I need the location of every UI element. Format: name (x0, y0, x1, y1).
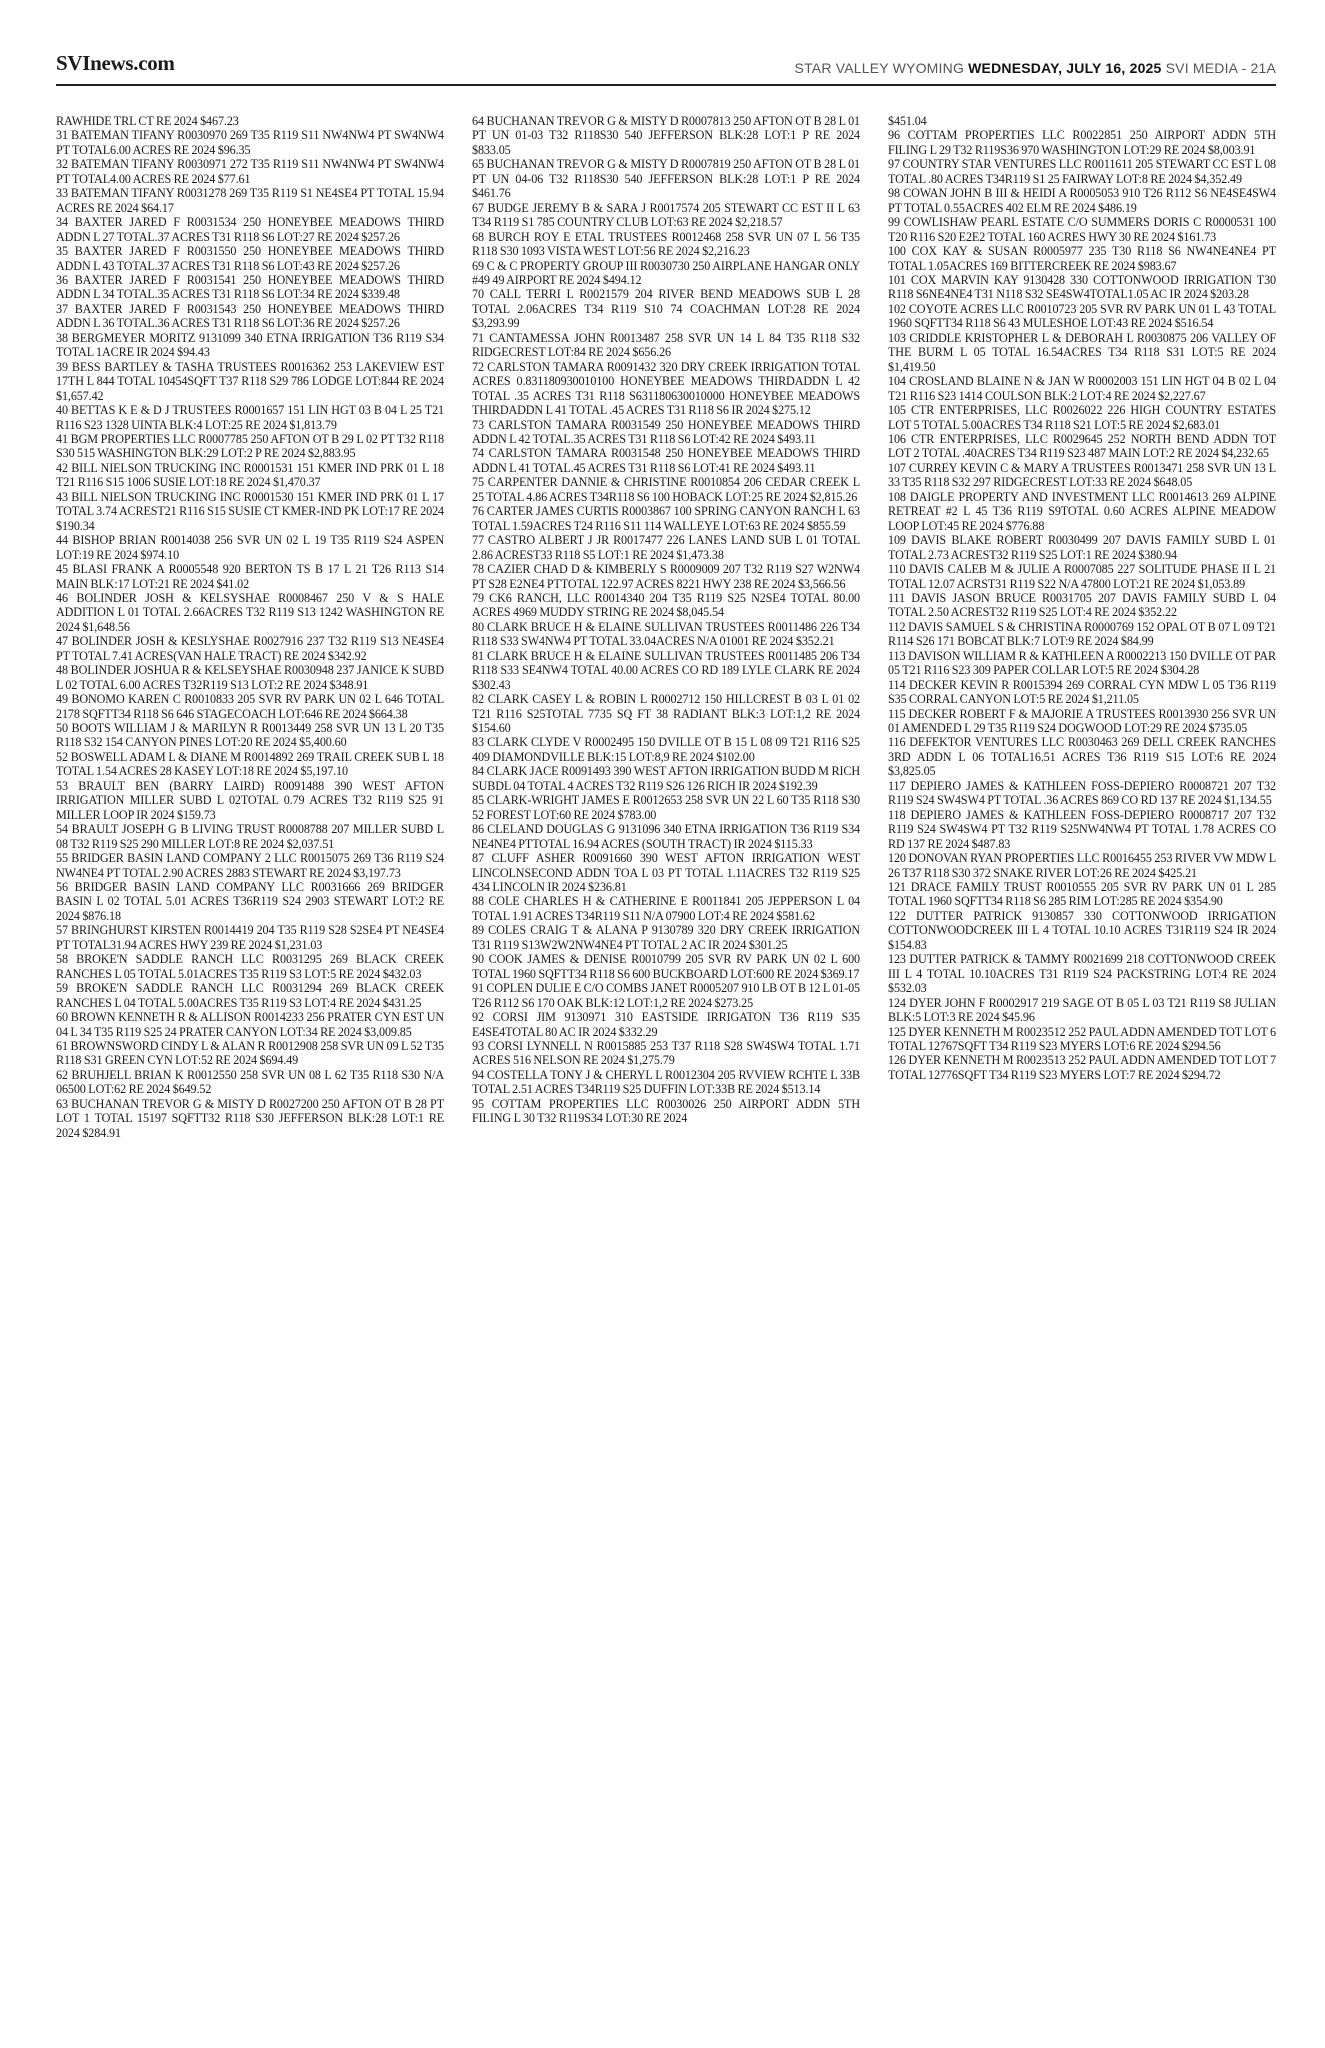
tax-entry: 38 BERGMEYER MORITZ 9131099 340 ETNA IRRIGATION T36 R119 S34 TOTAL 1ACRE IR 2024 $94.43 (56, 330, 444, 360)
tax-entry: 71 CANTAMESSA JOHN R0013487 258 SVR UN 14 L 84 T35 R118 S32 RIDGECREST LOT:84 RE 2024 $656.26 (472, 330, 860, 360)
tax-entry: 42 BILL NIELSON TRUCKING INC R0001531 151 KMER IND PRK 01 L 18 T21 R116 S15 1006 SUSIE LOT:18 RE 2024 $1,470.37 (56, 460, 444, 490)
tax-entry: 88 COLE CHARLES H & CATHERINE E R0011841 205 JEPPERSON L 04 TOTAL 1.91 ACRES T34R119 S11 N/A 07900 LOT:4 RE 2024 $581.62 (472, 894, 860, 923)
tax-entry: 54 BRAULT JOSEPH G B LIVING TRUST R0008788 207 MILLER SUBD L 08 T32 R119 S25 290 MILLER LOT:8 RE 2024 $2,037.51 (56, 822, 444, 851)
column-1 (56, 114, 444, 1140)
tax-entry: 70 CALL TERRI L R0021579 204 RIVER BEND MEADOWS SUB L 28 TOTAL 2.06ACRES T34 R119 S10 74 COACHMAN LOT:28 RE 2024 $3,293.99 (472, 287, 860, 331)
tax-entry: 76 CARTER JAMES CURTIS R0003867 100 SPRING CANYON RANCH L 63 TOTAL 1.59ACRES T24 R116 S11 114 WALLEYE LOT:63 RE 2024 $855.59 (472, 504, 860, 533)
tax-entry: 95 COTTAM PROPERTIES LLC R0030026 250 AIRPORT ADDN 5TH FILING L 30 T32 R119S34 LOT:30 RE 2024 (472, 1096, 860, 1126)
tax-entry: 34 BAXTER JARED F R0031534 250 HONEYBEE MEADOWS THIRD ADDN L 27 TOTAL.37 ACRES T31 R118 S6 LOT:27 RE 2024 $257.26 (56, 215, 444, 244)
tax-entry: 35 BAXTER JARED F R0031550 250 HONEYBEE MEADOWS THIRD ADDN L 43 TOTAL.37 ACRES T31 R118 S6 LOT:43 RE 2024 $257.26 (56, 244, 444, 273)
tax-entry: 120 DONOVAN RYAN PROPERTIES LLC R0016455 253 RIVER VW MDW L 26 T37 R118 S30 372 SNAKE RIVER LOT:26 RE 2024 $425.21 (888, 851, 1276, 880)
tax-entry: 125 DYER KENNETH M R0023512 252 PAUL ADDN AMENDED TOT LOT 6 TOTAL 12767SQFT T34 R119 S23 MYERS LOT:6 RE 2024 $294.56 (888, 1024, 1276, 1053)
tax-entry: 43 BILL NIELSON TRUCKING INC R0001530 151 KMER IND PRK 01 L 17 TOTAL 3.74 ACREST21 R116 S15 SUSIE CT KMER-IND PK LOT:17 RE 2024 $190.34 (56, 489, 444, 533)
tax-entry: 102 COYOTE ACRES LLC R0010723 205 SVR RV PARK UN 01 L 43 TOTAL 1960 SQFTT34 R118 S6 43 MULESHOE LOT:43 RE 2024 $516.54 (888, 301, 1276, 331)
tax-entry: 121 DRACE FAMILY TRUST R0010555 205 SVR RV PARK UN 01 L 285 TOTAL 1960 SQFTT34 R118 S6 285 RIM LOT:285 RE 2024 $354.90 (888, 880, 1276, 909)
tax-entry: 57 BRINGHURST KIRSTEN R0014419 204 T35 R119 S28 S2SE4 PT NE4SE4 PT TOTAL31.94 ACRES HWY 239 RE 2024 $1,231.03 (56, 923, 444, 952)
tax-entry: 53 BRAULT BEN (BARRY LAIRD) R0091488 390 WEST AFTON IRRIGATION MILLER SUBD L 02TOTAL 0.79 ACRES T32 R119 S25 91 MILLER LOOP IR 2024 $159.73 (56, 778, 444, 822)
tax-entry: 116 DEFEKTOR VENTURES LLC R0030463 269 DELL CREEK RANCHES 3RD ADDN L 06 TOTAL16.51 ACRES T36 R119 S15 LOT:6 RE 2024 $3,825.05 (888, 735, 1276, 779)
tax-entry: 64 BUCHANAN TREVOR G & MISTY D R0007813 250 AFTON OT B 28 L 01 PT UN 01-03 T32 R118S30 540 JEFFERSON BLK:28 LOT:1 P RE 2024 $833.05 (472, 114, 860, 157)
tax-entry: RAWHIDE TRL CT RE 2024 $467.23 (56, 114, 239, 128)
tax-entry: 106 CTR ENTERPRISES, LLC R0029645 252 NORTH BEND ADDN TOT LOT 2 TOTAL .40ACRES T34 R119 S23 487 MAIN LOT:2 RE 2024 $4,232.65 (888, 431, 1276, 461)
tax-entry: 80 CLARK BRUCE H & ELAINE SULLIVAN TRUSTEES R0011486 226 T34 R118 S33 SW4NW4 PT TOTAL 33.04ACRES N/A 01001 RE 2024 $352.21 (472, 619, 860, 649)
tax-entry: 36 BAXTER JARED F R0031541 250 HONEYBEE MEADOWS THIRD ADDN L 34 TOTAL.35 ACRES T31 R118 S6 LOT:34 RE 2024 $339.48 (56, 272, 444, 302)
tax-entry: 99 COWLISHAW PEARL ESTATE C/O SUMMERS DORIS C R0000531 100 T20 R116 S20 E2E2 TOTAL 160 ACRES HWY 30 RE 2024 $161.73 (888, 215, 1276, 244)
folio-date: WEDNESDAY, JULY 16, 2025 (968, 60, 1162, 76)
newspaper-page (56, 51, 1276, 1140)
tax-entry: 33 BATEMAN TIFANY R0031278 269 T35 R119 S1 NE4SE4 PT TOTAL 15.94 ACRES RE 2024 $64.17 (56, 186, 444, 215)
tax-entry: 74 CARLSTON TAMARA R0031548 250 HONEYBEE MEADOWS THIRD ADDN L 41 TOTAL.45 ACRES T31 R118 S6 LOT:41 RE 2024 $493.11 (472, 446, 860, 475)
tax-entry: 62 BRUHJELL BRIAN K R0012550 258 SVR UN 08 L 62 T35 R118 S30 N/A 06500 LOT:62 RE 2024 $649.52 (56, 1067, 444, 1097)
tax-entry: 103 CRIDDLE KRISTOPHER L & DEBORAH L R0030875 206 VALLEY OF THE BURM L 05 TOTAL 16.54ACRES T34 R118 S31 LOT:5 RE 2024 $1,419.50 (888, 330, 1276, 374)
tax-entry: 32 BATEMAN TIFANY R0030971 272 T35 R119 S11 NW4NW4 PT SW4NW4 PT TOTAL4.00 ACRES RE 2024 $77.61 (56, 157, 444, 186)
tax-entry: 37 BAXTER JARED F R0031543 250 HONEYBEE MEADOWS THIRD ADDN L 36 TOTAL.36 ACRES T31 R118 S6 LOT:36 RE 2024 $257.26 (56, 301, 444, 331)
tax-entry: 89 COLES CRAIG T & ALANA P 9130789 320 DRY CREEK IRRIGATION T31 R119 S13W2W2NW4NE4 PT TOTAL 2 AC IR 2024 $301.25 (472, 923, 860, 952)
tax-entry: 78 CAZIER CHAD D & KIMBERLY S R0009009 207 T32 R119 S27 W2NW4 PT S28 E2NE4 PTTOTAL 122.97 ACRES 8221 HWY 238 RE 2024 $3,566.56 (472, 562, 860, 591)
tax-entry: 82 CLARK CASEY L & ROBIN L R0002712 150 HILLCREST B 03 L 01 02 T21 R116 S25TOTAL 7735 SQ FT 38 RADIANT BLK:3 LOT:1,2 RE 2024 $154.60 (472, 692, 860, 736)
tax-entry: 126 DYER KENNETH M R0023513 252 PAUL ADDN AMENDED TOT LOT 7 TOTAL 12776SQFT T34 R119 S23 MYERS LOT:7 RE 2024 $294.72 (888, 1053, 1276, 1082)
tax-entry: $451.04 (888, 114, 927, 128)
tax-entry: 49 BONOMO KAREN C R0010833 205 SVR RV PARK UN 02 L 646 TOTAL 2178 SQFTT34 R118 S6 646 STAGECOACH LOT:646 RE 2024 $664.38 (56, 692, 444, 721)
tax-entry: 98 COWAN JOHN B III & HEIDI A R0005053 910 T26 R112 S6 NE4SE4SW4 PT TOTAL 0.55ACRES 402 ELM RE 2024 $486.19 (888, 186, 1276, 215)
tax-entry: 123 DUTTER PATRICK & TAMMY R0021699 218 COTTONWOOD CREEK III L 4 TOTAL 10.10ACRES T31 R119 S24 PACKSTRING LOT:4 RE 2024 $532.03 (888, 952, 1276, 996)
tax-entry: 92 CORSI JIM 9130971 310 EASTSIDE IRRIGATON T36 R119 S35 E4SE4TOTAL 80 AC IR 2024 $332.29 (472, 1010, 860, 1039)
tax-entry: 41 BGM PROPERTIES LLC R0007785 250 AFTON OT B 29 L 02 PT T32 R118 S30 515 WASHINGTON BLK:29 LOT:2 P RE 2024 $2,883.95 (56, 431, 444, 461)
site-name[interactable]: SVInews.com (56, 51, 175, 75)
tax-entry: 110 DAVIS CALEB M & JULIE A R0007085 227 SOLITUDE PHASE II L 21 TOTAL 12.07 ACRST31 R119 S22 N/A 47800 LOT:21 RE 2024 $1,053.89 (888, 562, 1276, 591)
tax-entry: 75 CARPENTER DANNIE & CHRISTINE R0010854 206 CEDAR CREEK L 25 TOTAL 4.86 ACRES T34R118 S6 100 HOBACK LOT:25 RE 2024 $2,815.26 (472, 475, 860, 504)
tax-entry: 115 DECKER ROBERT F & MAJORIE A TRUSTEES R0013930 256 SVR UN 01 AMENDED L 29 T35 R119 S24 DOGWOOD LOT:29 RE 2024 $735.05 (888, 706, 1276, 736)
tax-entry: 101 COX MARVIN KAY 9130428 330 COTTONWOOD IRRIGATION T30 R118 S6NE4NE4 T31 N118 S32 SE4SW4TOTAL1.05 AC IR 2024 $203.28 (888, 272, 1276, 302)
tax-entry: 100 COX KAY & SUSAN R0005977 235 T30 R118 S6 NW4NE4NE4 PT TOTAL 1.05ACRES 169 BITTERCREEK RE 2024 $983.67 (888, 244, 1276, 273)
tax-entry: 72 CARLSTON TAMARA R0091432 320 DRY CREEK IRRIGATION TOTAL ACRES 0.831180930010100 HONEYBEE MEADOWS THIRDADDN L 42 TOTAL .35 ACRES T31 R118 S631180630010000 HONEYBEE MEADOWS THIRDADDN L 41 TOTAL .45 ACRES T31 R118 S6 IR 2024 $275.12 (472, 359, 860, 418)
tax-entry: 77 CASTRO ALBERT J JR R0017477 226 LANES LAND SUB L 01 TOTAL 2.86 ACREST33 R118 S5 LOT:1 RE 2024 $1,473.38 (472, 533, 860, 562)
tax-entry: 93 CORSI LYNNELL N R0015885 253 T37 R118 S28 SW4SW4 TOTAL 1.71 ACRES 516 NELSON RE 2024 $1,275.79 (472, 1039, 860, 1068)
tax-entry: 59 BROKE'N SADDLE RANCH LLC R0031294 269 BLACK CREEK RANCHES L 04 TOTAL 5.00ACRES T35 R119 S3 LOT:4 RE 2024 $431.25 (56, 981, 444, 1010)
tax-entry: 55 BRIDGER BASIN LAND COMPANY 2 LLC R0015075 269 T36 R119 S24 NW4NE4 PT TOTAL 2.90 ACRES 2883 STEWART RE 2024 $3,197.73 (56, 851, 444, 880)
tax-entry: 79 CK6 RANCH, LLC R0014340 204 T35 R119 S25 N2SE4 TOTAL 80.00 ACRES 4969 MUDDY STRING RE 2024 $8,045.54 (472, 590, 860, 620)
tax-entry: 84 CLARK JACE R0091493 390 WEST AFTON IRRIGATION BUDD M RICH SUBDL 04 TOTAL 4 ACRES T32 R119 S26 126 RICH IR 2024 $192.39 (472, 764, 860, 793)
tax-entry: 109 DAVIS BLAKE ROBERT R0030499 207 DAVIS FAMILY SUBD L 01 TOTAL 2.73 ACREST32 R119 S25 LOT:1 RE 2024 $380.94 (888, 533, 1276, 562)
column-3 (888, 114, 1276, 1140)
tax-entry: 58 BROKE'N SADDLE RANCH LLC R0031295 269 BLACK CREEK RANCHES L 05 TOTAL 5.01ACRES T35 R119 S3 LOT:5 RE 2024 $432.03 (56, 952, 444, 981)
tax-entry: 108 DAIGLE PROPERTY AND INVESTMENT LLC R0014613 269 ALPINE RETREAT #2 L 45 T36 R119 S9TOTAL 0.60 ACRES ALPINE MEADOW LOOP LOT:45 RE 2024 $776.88 (888, 489, 1276, 533)
folio-page: SVI MEDIA - 21A (1165, 60, 1276, 76)
tax-entry: 65 BUCHANAN TREVOR G & MISTY D R0007819 250 AFTON OT B 28 L 01 PT UN 04-06 T32 R118S30 540 JEFFERSON BLK:28 LOT:1 P RE 2024 $461.76 (472, 157, 860, 201)
folio-location: STAR VALLEY WYOMING (794, 60, 965, 76)
tax-entry: 40 BETTAS K E & D J TRUSTEES R0001657 151 LIN HGT 03 B 04 L 25 T21 R116 S23 1328 UINTA BLK:4 LOT:25 RE 2024 $1,813.79 (56, 403, 444, 432)
tax-entry: 122 DUTTER PATRICK 9130857 330 COTTONWOOD IRRIGATION COTTONWOODCREEK III L 4 TOTAL 10.10 ACRES T31R119 S24 IR 2024 $154.83 (888, 908, 1276, 952)
tax-entry: 39 BESS BARTLEY & TASHA TRUSTEES R0016362 253 LAKEVIEW EST 17TH L 844 TOTAL 10454SQFT T37 R118 S29 786 LODGE LOT:844 RE 2024 $1,657.42 (56, 359, 444, 403)
tax-entry: 85 CLARK-WRIGHT JAMES E R0012653 258 SVR UN 22 L 60 T35 R118 S30 52 FOREST LOT:60 RE 2024 $783.00 (472, 793, 860, 822)
tax-entry: 48 BOLINDER JOSHUA R & KELSEYSHAE R0030948 237 JANICE K SUBD L 02 TOTAL 6.00 ACRES T32R119 S13 LOT:2 RE 2024 $348.91 (56, 663, 444, 692)
tax-entry: 56 BRIDGER BASIN LAND COMPANY LLC R0031666 269 BRIDGER BASIN L 02 TOTAL 5.01 ACRES T36R119 S24 2903 STEWART LOT:2 RE 2024 $876.18 (56, 880, 444, 923)
tax-entry: 117 DEPIERO JAMES & KATHLEEN FOSS-DEPIERO R0008721 207 T32 R119 S24 SW4SW4 PT TOTAL .36 ACRES 869 CO RD 137 RE 2024 $1,134.55 (888, 778, 1276, 808)
tax-entry: 90 COOK JAMES & DENISE R0010799 205 SVR RV PARK UN 02 L 600 TOTAL 1960 SQFTT34 R118 S6 600 BUCKBOARD LOT:600 RE 2024 $369.17 (472, 952, 860, 981)
tax-entry: 91 COPLEN DULIE E C/O COMBS JANET R0005207 910 LB OT B 12 L 01-05 T26 R112 S6 170 OAK BLK:12 LOT:1,2 RE 2024 $273.25 (472, 981, 860, 1010)
tax-entry: 114 DECKER KEVIN R R0015394 269 CORRAL CYN MDW L 05 T36 R119 S35 CORRAL CANYON LOT:5 RE 2024 $1,211.05 (888, 677, 1276, 707)
tax-entry: 81 CLARK BRUCE H & ELAINE SULLIVAN TRUSTEES R0011485 206 T34 R118 S33 SE4NW4 TOTAL 40.00 ACRES CO RD 189 LYLE CLARK RE 2024 $302.43 (472, 648, 860, 692)
tax-entry: 83 CLARK CLYDE V R0002495 150 DVILLE OT B 15 L 08 09 T21 R116 S25 409 DIAMONDVILLE BLK:15 LOT:8,9 RE 2024 $102.00 (472, 735, 860, 764)
tax-entry: 105 CTR ENTERPRISES, LLC R0026022 226 HIGH COUNTRY ESTATES LOT 5 TOTAL 5.00ACRES T34 R118 S21 LOT:5 RE 2024 $2,683.01 (888, 403, 1276, 432)
tax-entry: 112 DAVIS SAMUEL S & CHRISTINA R0000769 152 OPAL OT B 07 L 09 T21 R114 S26 171 BOBCAT BLK:7 LOT:9 RE 2024 $84.99 (888, 619, 1276, 649)
tax-entry: 113 DAVISON WILLIAM R & KATHLEEN A R0002213 150 DVILLE OT PAR 05 T21 R116 S23 309 PAPER COLLAR LOT:5 RE 2024 $304.28 (888, 648, 1276, 678)
tax-entry: 63 BUCHANAN TREVOR G & MISTY D R0027200 250 AFTON OT B 28 PT LOT 1 TOTAL 15197 SQFTT32 R118 S30 JEFFERSON BLK:28 LOT:1 RE 2024 $284.91 (56, 1096, 444, 1140)
tax-entry: 97 COUNTRY STAR VENTURES LLC R0011611 205 STEWART CC EST L 08 TOTAL .80 ACRES T34R119 S1 25 FAIRWAY LOT:8 RE 2024 $4,352.49 (888, 157, 1276, 186)
tax-entry: 45 BLASI FRANK A R0005548 920 BERTON TS B 17 L 21 T26 R113 S14 MAIN BLK:17 LOT:21 RE 2024 $41.02 (56, 562, 444, 591)
tax-entry: 118 DEPIERO JAMES & KATHLEEN FOSS-DEPIERO R0008717 207 T32 R119 S24 SW4SW4 PT T32 R119 S25NW4NW4 PT TOTAL 1.78 ACRES CO RD 137 RE 2024 $487.83 (888, 807, 1276, 851)
tax-entry: 104 CROSLAND BLAINE N & JAN W R0002003 151 LIN HGT 04 B 02 L 04 T21 R116 S23 1414 COULSON BLK:2 LOT:4 RE 2024 $2,227.67 (888, 374, 1276, 403)
tax-entry: 67 BUDGE JEREMY B & SARA J R0017574 205 STEWART CC EST II L 63 T34 R119 S1 785 COUNTRY CLUB LOT:63 RE 2024 $2,218.57 (472, 200, 860, 230)
tax-entry: 60 BROWN KENNETH R & ALLISON R0014233 256 PRATER CYN EST UN 04 L 34 T35 R119 S25 24 PRATER CANYON LOT:34 RE 2024 $3,009.85 (56, 1010, 444, 1039)
tax-entry: 46 BOLINDER JOSH & KELSYSHAE R0008467 250 V & S HALE ADDITION L 01 TOTAL 2.66ACRES T32 R119 S13 1242 WASHINGTON RE 2024 $1,648.56 (56, 590, 444, 634)
tax-entry: 86 CLELAND DOUGLAS G 9131096 340 ETNA IRRIGATION T36 R119 S34 NE4NE4 PTTOTAL 16.94 ACRES (SOUTH TRACT) IR 2024 $115.33 (472, 822, 860, 851)
tax-entry: 47 BOLINDER JOSH & KESLYSHAE R0027916 237 T32 R119 S13 NE4SE4 PT TOTAL 7.41 ACRES(VAN HALE TRACT) RE 2024 $342.92 (56, 634, 444, 663)
tax-entry: 52 BOSWELL ADAM L & DIANE M R0014892 269 TRAIL CREEK SUB L 18 TOTAL 1.54 ACRES 28 KASEY LOT:18 RE 2024 $5,197.10 (56, 749, 444, 779)
legal-notice-columns (56, 114, 1276, 1140)
tax-entry: 87 CLUFF ASHER R0091660 390 WEST AFTON IRRIGATION WEST LINCOLNSECOND ADDN TOA L 03 PT TOTAL 1.11ACRES T32 R119 S25 434 LINCOLN IR 2024 $236.81 (472, 851, 860, 895)
tax-entry: 107 CURREY KEVIN C & MARY A TRUSTEES R0013471 258 SVR UN 13 L 33 T35 R118 S32 297 RIDGECREST LOT:33 RE 2024 $648.05 (888, 460, 1276, 490)
tax-entry: 69 C & C PROPERTY GROUP III R0030730 250 AIRPLANE HANGAR ONLY #49 49 AIRPORT RE 2024 $494.12 (472, 258, 860, 287)
column-2 (472, 114, 860, 1140)
page-header (56, 51, 1276, 86)
tax-entry: 68 BURCH ROY E ETAL TRUSTEES R0012468 258 SVR UN 07 L 56 T35 R118 S30 1093 VISTA WEST LOT:56 RE 2024 $2,216.23 (472, 229, 860, 259)
tax-entry: 31 BATEMAN TIFANY R0030970 269 T35 R119 S11 NW4NW4 PT SW4NW4 PT TOTAL6.00 ACRES RE 2024 $96.35 (56, 128, 444, 157)
tax-entry: 124 DYER JOHN F R0002917 219 SAGE OT B 05 L 03 T21 R119 S8 JULIAN BLK:5 LOT:3 RE 2024 $45.96 (888, 995, 1276, 1025)
tax-entry: 50 BOOTS WILLIAM J & MARILYN R R0013449 258 SVR UN 13 L 20 T35 R118 S32 154 CANYON PINES LOT:20 RE 2024 $5,400.60 (56, 721, 444, 750)
tax-entry: 96 COTTAM PROPERTIES LLC R0022851 250 AIRPORT ADDN 5TH FILING L 29 T32 R119S36 970 WASHINGTON LOT:29 RE 2024 $8,003.91 (888, 128, 1276, 157)
tax-entry: 94 COSTELLA TONY J & CHERYL L R0012304 205 RVVIEW RCHTE L 33B TOTAL 2.51 ACRES T34R119 S25 DUFFIN LOT:33B RE 2024 $513.14 (472, 1067, 860, 1097)
tax-entry: 73 CARLSTON TAMARA R0031549 250 HONEYBEE MEADOWS THIRD ADDN L 42 TOTAL.35 ACRES T31 R118 S6 LOT:42 RE 2024 $493.11 (472, 417, 860, 446)
tax-entry: 44 BISHOP BRIAN R0014038 256 SVR UN 02 L 19 T35 R119 S24 ASPEN LOT:19 RE 2024 $974.10 (56, 533, 444, 562)
tax-entry: 61 BROWNSWORD CINDY L & ALAN R R0012908 258 SVR UN 09 L 52 T35 R118 S31 GREEN CYN LOT:52 RE 2024 $694.49 (56, 1039, 444, 1068)
page-folio (795, 60, 1276, 76)
tax-entry: 111 DAVIS JASON BRUCE R0031705 207 DAVIS FAMILY SUBD L 04 TOTAL 2.50 ACREST32 R119 S25 LOT:4 RE 2024 $352.22 (888, 590, 1276, 620)
